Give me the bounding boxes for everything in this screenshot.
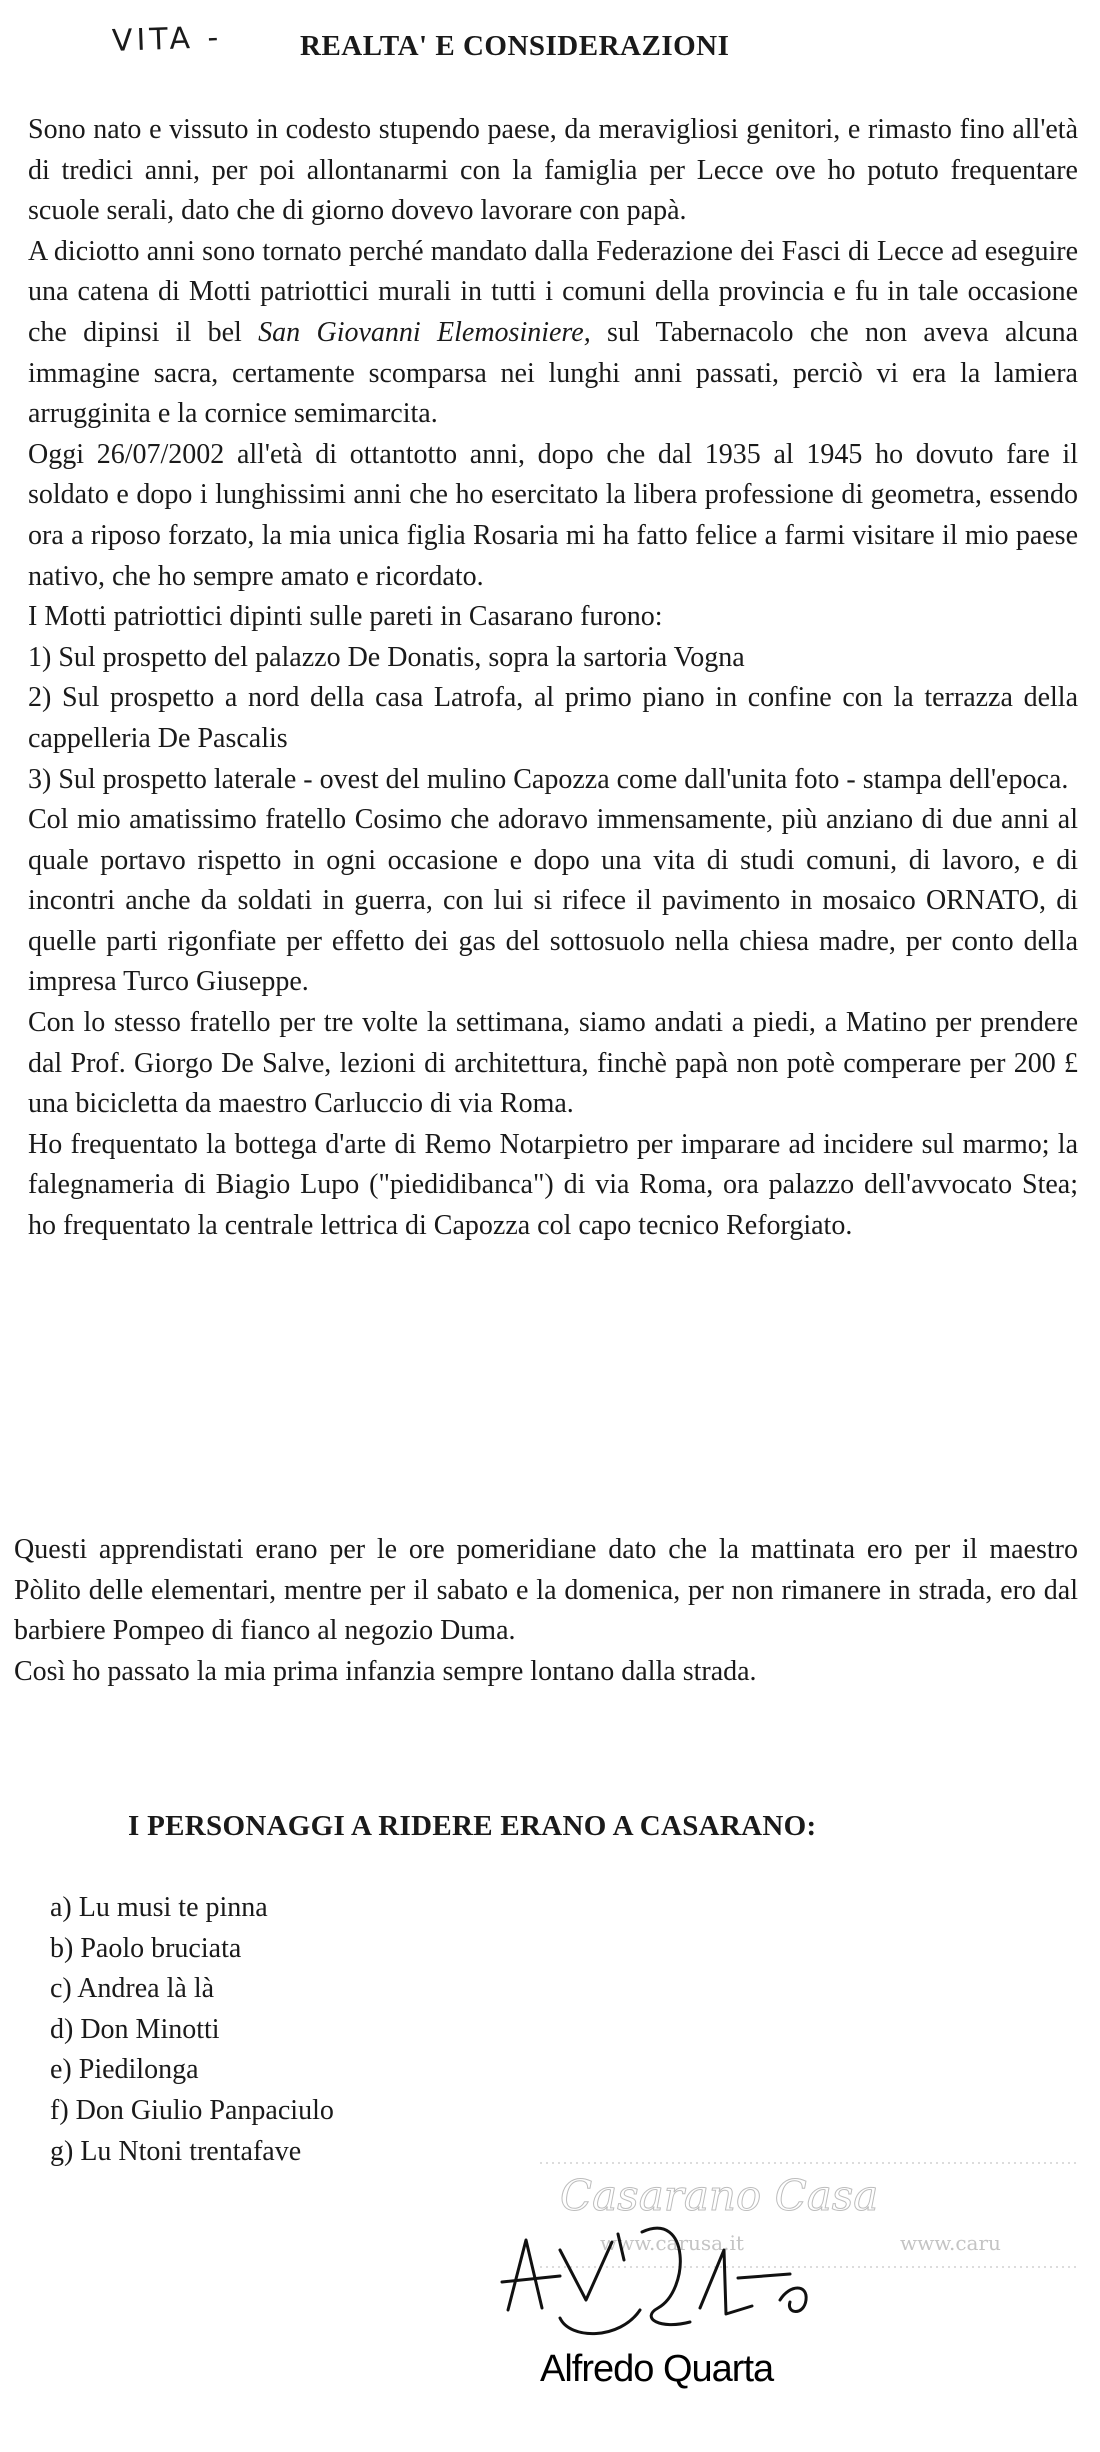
paragraph-birth: Sono nato e vissuto in codesto stupendo paese, da meravigliosi genitori, e rimasto fino all'età di tredici anni, per poi allontanarmi con la famiglia per Lecce ove ho potuto frequentare scuole serali, dato che di giorno dovevo lavorare con papà. <box>28 114 1078 227</box>
handwritten-signature <box>490 2190 910 2350</box>
list-item: e) Piedilonga <box>50 2054 199 2086</box>
saint-name: San Giovanni Elemosiniere, <box>258 316 591 348</box>
paragraph-lessons: Con lo stesso fratello per tre volte la settimana, siamo andati a piedi, a Matino per prendere dal Prof. Giorgo De Salve, lezioni di architettura, finchè papà non potè comperare per 200 £ una bicicletta da maestro Carluccio di via Roma. <box>28 1007 1078 1120</box>
characters-heading: I PERSONAGGI A RIDERE ERANO A CASARANO: <box>128 1810 817 1842</box>
paragraph-apprenticeship: Ho frequentato la bottega d'arte di Remo Notarpietro per imparare ad incidere sul marmo; la falegnameria di Biagio Lupo ("piedidibanca") di via Roma, ora palazzo dell'avvocato Stea; ho frequentato la centrale lettrica di Capozza col capo tecnico Reforgiato. <box>28 1128 1078 1242</box>
handwritten-prefix: VITA - <box>111 20 223 59</box>
paragraph-return-end: sul Tabernacolo che non aveva alcuna immagine sacra, certamente scomparsa nei lunghi anni passati, perciò vi era la lamiera arrugginita e la cornice semimarcita. <box>28 316 1079 430</box>
watermark-logo-text: Casarano Casa <box>560 2171 879 2220</box>
characters-list <box>50 1888 334 2172</box>
paragraph-return <box>28 232 1078 435</box>
paragraph-return-start: A diciotto anni sono tornato perché mandato dalla Federazione dei Fasci di Lecce ad eseguire una catena di Motti patriottici murali in tutti i comuni della provincia e fu in tale occasione che dipinsi il bel <box>28 235 1078 348</box>
list-item: b) Paolo bruciata <box>50 1932 242 1964</box>
paragraph-today: Oggi 26/07/2002 all'età di ottantotto anni, dopo che dal 1935 al 1945 ho dovuto fare il soldato e dopo i lunghissimi anni che ho esercitato la libera professione di geometra, essendo ora a riposo forzato, la mia unica figlia Rosaria mi ha fatto felice a farmi visitare il mio paese nativo, che ho sempre amato e ricordato. <box>28 438 1078 592</box>
list-item: c) Andrea là là <box>50 1973 215 2005</box>
list-item: g) Lu Ntoni trentafave <box>50 2135 302 2167</box>
list-item: f) Don Giulio Panpaciulo <box>50 2094 334 2126</box>
document-title: REALTA' E CONSIDERAZIONI <box>300 30 730 62</box>
list-item: a) Lu musi te pinna <box>50 1892 268 1923</box>
lower-text <box>14 1530 1078 1692</box>
signer-name: Alfredo Quarta <box>540 2348 774 2390</box>
paragraph-mottos-intro: I Motti patriottici dipinti sulle pareti in Casarano furono: <box>28 601 663 633</box>
motto-item-3: 3) Sul prospetto laterale - ovest del mulino Capozza come dall'unita foto - stampa dell'epoca. <box>28 763 1069 795</box>
paragraph-afternoons: Questi apprendistati erano per le ore pomeridiane dato che la mattinata ero per il maestro Pòlito delle elementari, mentre per il sabato e la domenica, per non rimanere in strada, ero dal barbiere Pompeo di fianco al negozio Duma. <box>14 1534 1078 1647</box>
list-item: d) Don Minotti <box>50 2013 220 2045</box>
watermark-url: www.caru <box>900 2231 1001 2255</box>
paragraph-childhood: Così ho passato la mia prima infanzia sempre lontano dalla strada. <box>14 1655 757 1687</box>
watermark-url: www.carusa.it <box>600 2231 744 2255</box>
body-text <box>28 110 1078 1247</box>
motto-item-2: 2) Sul prospetto a nord della casa Latrofa, al primo piano in confine con la terrazza della cappelleria De Pascalis <box>28 682 1078 754</box>
paragraph-brother: Col mio amatissimo fratello Cosimo che adoravo immensamente, più anziano di due anni al quale portavo rispetto in ogni occasione e dopo una vita di studi comuni, di lavoro, e di incontri anche da soldati in guerra, con lui si rifece il pavimento in mosaico ORNATO, di quelle parti rigonfiate per effetto dei gas del sottosuolo nella chiesa madre, per conto della impresa Turco Giuseppe. <box>28 804 1078 998</box>
motto-item-1: 1) Sul prospetto del palazzo De Donatis, sopra la sartoria Vogna <box>28 641 745 673</box>
